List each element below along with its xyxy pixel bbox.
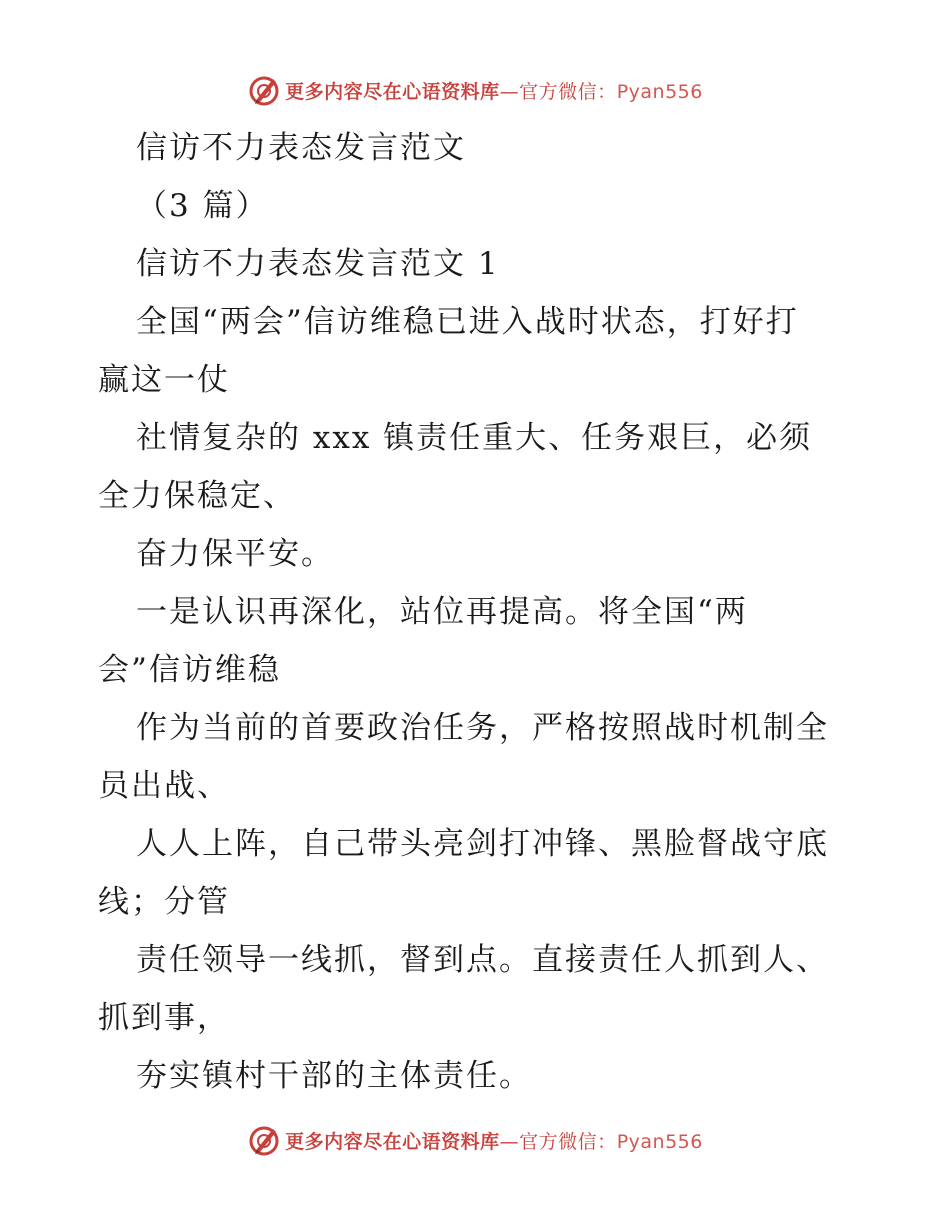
banner-wechat-id: Pyan556 — [616, 80, 703, 103]
paragraph-line: 全力保稳定、 — [98, 478, 296, 514]
banner-text — [285, 1127, 703, 1154]
paragraph-line: 奋力保平安。 — [136, 536, 334, 572]
paragraph-line: 社情复杂的 xxx 镇责任重大、任务艰巨，必须 — [136, 420, 813, 456]
section-heading: 信访不力表态发言范文 1 — [136, 246, 500, 282]
banner-wechat-id: Pyan556 — [616, 1130, 703, 1153]
pen-logo-icon — [247, 1123, 281, 1157]
banner-dash: — — [499, 1130, 520, 1153]
paragraph-line: 抓到事， — [98, 1000, 230, 1036]
banner-brand: 更多内容尽在心语资料库 — [285, 1130, 500, 1153]
banner-official-label: 官方微信： — [519, 80, 617, 103]
paragraph-line: 夯实镇村干部的主体责任。 — [136, 1058, 532, 1094]
paragraph-line: 责任领导一线抓，督到点。直接责任人抓到人、 — [136, 942, 829, 978]
document-title: 信访不力表态发言范文 — [136, 130, 466, 166]
paragraph-line: 员出战、 — [98, 768, 230, 804]
footer-banner — [0, 1120, 950, 1160]
paragraph-line: 人人上阵，自己带头亮剑打冲锋、黑脸督战守底 — [136, 826, 829, 862]
banner-official-label: 官方微信： — [519, 1130, 617, 1153]
banner-brand: 更多内容尽在心语资料库 — [285, 80, 500, 103]
paragraph-line: 赢这一仗 — [98, 362, 230, 398]
banner-dash: — — [499, 80, 520, 103]
paragraph-line: 会”信访维稳 — [98, 652, 281, 688]
paragraph-line: 一是认识再深化，站位再提高。将全国“两 — [136, 594, 748, 630]
header-banner — [0, 70, 950, 110]
paragraph-line: 全国“两会”信访维稳已进入战时状态，打好打 — [136, 304, 799, 340]
paragraph-line: 作为当前的首要政治任务，严格按照战时机制全 — [136, 710, 829, 746]
banner-text — [285, 77, 703, 104]
paragraph-line: 线；分管 — [98, 884, 230, 920]
pen-logo-icon — [247, 73, 281, 107]
document-subtitle: （3 篇） — [136, 188, 269, 224]
